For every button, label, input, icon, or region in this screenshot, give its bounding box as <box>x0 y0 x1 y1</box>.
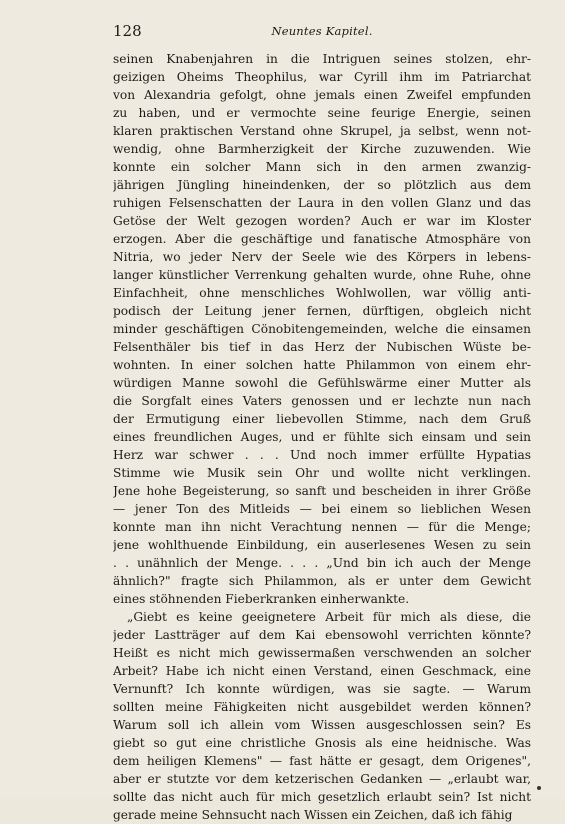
text-line: geizigen Oheims Theophilus, war Cyrill ihm im Patriarchat <box>113 70 531 84</box>
running-title: Neuntes Kapitel. <box>271 24 373 38</box>
text-line: von Alexandria gefolgt, ohne jemals einen Zweifel empfunden <box>113 88 531 102</box>
ink-speck <box>537 786 541 790</box>
text-line: podisch der Leitung jener fernen, dürftigen, obgleich nicht <box>113 304 531 318</box>
text-line: seinen Knabenjahren in die Intriguen seines stolzen, ehr- <box>113 52 531 66</box>
page-number: 128 <box>113 22 142 40</box>
text-line: konnte ein solcher Mann sich in den armen zwanzig- <box>113 160 531 174</box>
text-line: jeder Lastträger auf dem Kai ebensowohl verrichten könnte? <box>113 628 531 642</box>
text-line: . . unähnlich der Menge. . . . „Und bin ich auch der Menge <box>113 556 531 570</box>
text-line: wendig, ohne Barmherzigkeit der Kirche zuzuwenden. Wie <box>113 142 531 156</box>
text-line: Herz war schwer . . . Und noch immer erfüllte Hypatias <box>113 448 531 462</box>
text-line: ähnlich?" fragte sich Philammon, als er unter dem Gewicht <box>113 574 531 588</box>
page-header <box>113 22 531 40</box>
body-text <box>113 50 531 824</box>
text-line: Vernunft? Ich konnte würdigen, was sie sagte. — Warum <box>113 682 531 696</box>
text-line: Heißt es nicht mich gewissermaßen verschwenden an solcher <box>113 646 531 660</box>
text-line: „Giebt es keine geeignetere Arbeit für mich als diese, die <box>127 610 531 624</box>
text-line: langer künstlicher Verrenkung gehalten wurde, ohne Ruhe, ohne <box>113 268 531 282</box>
text-line: eines stöhnenden Fieberkranken einherwankte. <box>113 592 410 606</box>
text-line: Stimme wie Musik sein Ohr und wollte nicht verklingen. <box>113 466 531 480</box>
text-line: würdigen Manne sowohl die Gefühlswärme einer Mutter als <box>113 376 531 390</box>
text-line: gerade meine Sehnsucht nach Wissen ein Zeichen, daß ich fähig <box>113 808 513 822</box>
text-line: jene wohlthuende Einbildung, ein auserlesenes Wesen zu sein <box>113 538 531 552</box>
text-line: zu haben, und er vermochte seine feurige Energie, seinen <box>113 106 531 120</box>
text-line: minder geschäftigen Cönobitengemeinden, welche die einsamen <box>113 322 531 336</box>
text-line: aber er stutzte vor dem ketzerischen Gedanken — „erlaubt war, <box>113 772 531 786</box>
text-line: der Ermutigung einer liebevollen Stimme, nach dem Gruß <box>113 412 531 426</box>
text-line: jährigen Jüngling hineindenken, der so plötzlich aus dem <box>113 178 531 192</box>
text-line: ruhigen Felsenschatten der Laura in den vollen Glanz und das <box>113 196 531 210</box>
text-line: Nitria, wo jeder Nerv der Seele wie des Körpers in lebens- <box>113 250 531 264</box>
text-line: Felsenthäler bis tief in das Herz der Nubischen Wüste be- <box>113 340 531 354</box>
text-line: Getöse der Welt gezogen worden? Auch er war im Kloster <box>113 214 531 228</box>
text-line: die Sorgfalt eines Vaters genossen und er lechzte nun nach <box>113 394 531 408</box>
text-line: Warum soll ich allein vom Wissen ausgeschlossen sein? Es <box>113 718 531 732</box>
text-line: Arbeit? Habe ich nicht einen Verstand, einen Geschmack, eine <box>113 664 531 678</box>
text-line: klaren praktischen Verstand ohne Skrupel, ja selbst, wenn not- <box>113 124 531 138</box>
text-line: erzogen. Aber die geschäftige und fanatische Atmosphäre von <box>113 232 531 246</box>
text-line: Jene hohe Begeisterung, so sanft und bescheiden in ihrer Größe <box>113 484 531 498</box>
text-line: giebt so gut eine christliche Gnosis als eine heidnische. Was <box>113 736 531 750</box>
text-line: — jener Ton des Mitleids — bei einem so lieblichen Wesen <box>113 502 531 516</box>
text-line: dem heiligen Klemens" — fast hätte er gesagt, dem Origenes", <box>113 754 531 768</box>
text-line: eines freundlichen Auges, und er fühlte sich einsam und sein <box>113 430 531 444</box>
text-line: Einfachheit, ohne menschliches Wohlwollen, war völlig anti- <box>113 286 531 300</box>
text-line: sollten meine Fähigkeiten nicht ausgebildet werden können? <box>113 700 531 714</box>
text-line: wohnten. In einer solchen hatte Philammon von einem ehr- <box>113 358 531 372</box>
text-line: konnte man ihn nicht Verachtung nennen — für die Menge; <box>113 520 531 534</box>
text-line: sollte das nicht auch für mich gesetzlich erlaubt sein? Ist nicht <box>113 790 531 804</box>
